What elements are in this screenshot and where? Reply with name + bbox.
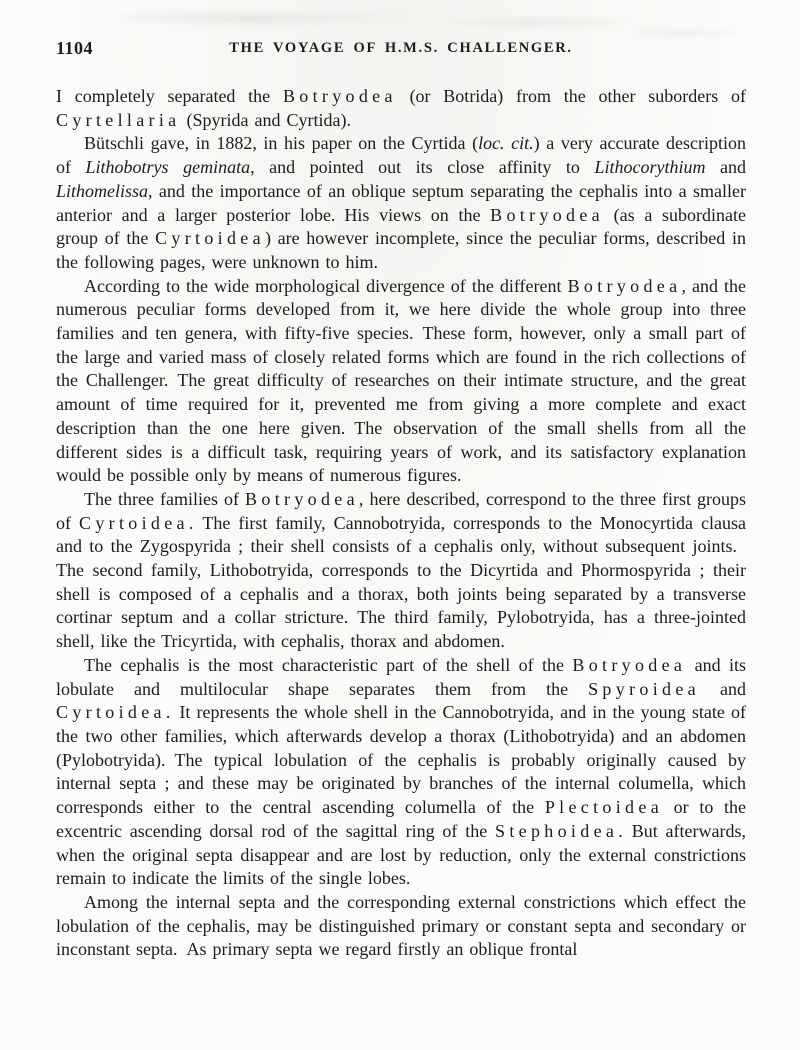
paragraph (56, 654, 746, 891)
paragraph (56, 275, 746, 488)
taxon-name-spaced: Botryodea (282, 86, 397, 106)
paragraph (56, 132, 746, 274)
taxon-name-spaced: Cyrtoidea (79, 512, 189, 533)
text-run: (Spyrida and Cyrtida). (180, 109, 351, 130)
text-run: (as a subordinate group of the (56, 204, 746, 249)
text-run: or to the excentric ascending dorsal rod of the sagittal ring of the (56, 797, 746, 841)
paragraph (56, 891, 746, 962)
text-run: According to the wide morphological divergence of the different (84, 275, 568, 296)
species-name-italic: Lithobotrys geminata (85, 157, 251, 178)
paragraph (56, 85, 746, 132)
text-run: , and pointed out its close affinity to (250, 157, 595, 178)
taxon-name-spaced: Cyrtoidea (155, 228, 265, 249)
scan-noise (90, 10, 410, 26)
text-run: Bütschli gave, in 1882, in his paper on the Cyrtida ( (84, 133, 479, 154)
taxon-name-spaced: Cyrtoidea (56, 702, 166, 723)
paragraph (56, 488, 746, 654)
taxon-name-spaced: Botryodea (572, 654, 687, 675)
text-run: Among the internal septa and the corresponding external constrictions which effect the lobulation of the cephalis, may be distinguished primary or constant septa and secondary or inconstant septa. As primary septa we regard firstly an oblique frontal (56, 891, 746, 960)
taxon-name-spaced: Spyroidea (588, 678, 700, 699)
species-name-italic: Lithocorythium (594, 157, 706, 178)
taxon-name-spaced: Botryodea (490, 204, 604, 225)
species-name-italic: Lithomelissa (56, 180, 149, 201)
text-run: I completely separated the (56, 86, 283, 106)
scan-noise (620, 28, 750, 38)
text-run: and (699, 678, 746, 699)
text-run: ) a very accurate description of (56, 133, 747, 178)
taxon-name-spaced: Botryodea (245, 488, 359, 509)
taxon-name-spaced: Stephoidea (495, 820, 619, 841)
species-name-italic: loc. cit. (478, 133, 534, 154)
text-run: (or Botrida) from the other suborders of (396, 86, 747, 106)
text-run: and (705, 157, 746, 178)
page-body (56, 85, 746, 962)
text-run: and its lobulate and multilocular shape separates them from the (56, 654, 747, 699)
scan-noise (430, 16, 640, 28)
page-header (56, 38, 746, 60)
taxon-name-spaced: Botryodea (567, 275, 682, 296)
text-run: , here described, correspond to the three first groups of (56, 488, 747, 533)
text-run: , and the numerous peculiar forms developed from it, we here divide the whole group into three families and ten genera, with fifty-five species. These form, however, only a small part of the large and varied mass of closely related forms which are found in the rich collections of the Challenger. The great difficulty of researches on their intimate structure, and the great amount of time required for it, prevented me from giving a more complete and exact description than the one here given. The observation of the small shells from all the different sides is a difficult task, requiring years of work, and its satisfactory explanation would be possible only by means of numerous figures. (56, 275, 746, 486)
text-run: ) are however incomplete, since the peculiar forms, described in the following pages, were unknown to him. (56, 228, 746, 272)
text-run: . It represents the whole shell in the Cannobotryida, and in the young state of the two other families, which afterwards develop a thorax (Lithobotryida) and an abdomen (Pylobotryida). The typical lobulation of the cephalis is probably originally caused by internal septa ; and these may be originated by branches of the internal columella, which corresponds either to the central ascending columella of the (56, 702, 746, 818)
page-number: 1104 (56, 38, 94, 58)
taxon-name-spaced: Cyrtellaria (56, 109, 181, 130)
text-run: . The first family, Cannobotryida, corresponds to the Monocyrtida clausa and to the Zygospyrida ; their shell consists of a cephalis only, without subsequent joints. The second family, Lithobotryida, corresponds to the Dicyrtida and Phormospyrida ; their shell is composed of a cephalis and a thorax, both joints being separated by a transverse cortinar septum and a collar stricture. The third family, Pylobotryida, has a three-jointed shell, like the Tricyrtida, with cephalis, thorax and abdomen. (56, 512, 747, 652)
text-run: . But afterwards, when the original septa disappear and are lost by reduction, only the external constrictions remain to indicate the limits of the single lobes. (56, 820, 746, 889)
taxon-name-spaced: Plectoidea (544, 797, 663, 818)
text-run: , and the importance of an oblique septum separating the cephalis into a smaller anterior and a larger posterior lobe. His views on the (56, 180, 746, 225)
running-title: THE VOYAGE OF H.M.S. CHALLENGER. (229, 40, 573, 56)
text-run: The cephalis is the most characteristic part of the shell of the (84, 654, 573, 675)
text-run: The three families of (84, 488, 246, 509)
